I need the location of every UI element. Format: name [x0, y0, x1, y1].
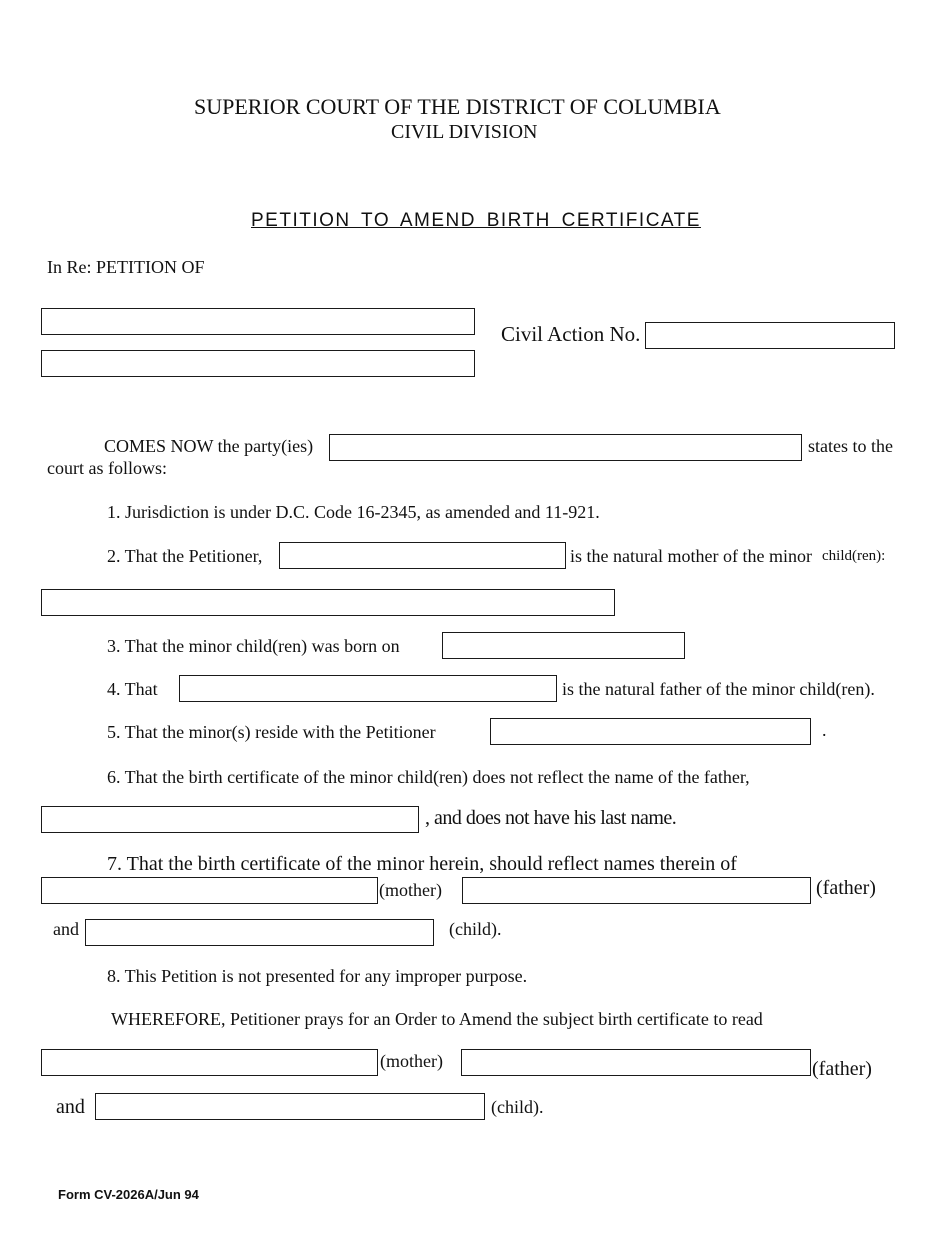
father-name-field[interactable] — [179, 675, 557, 702]
father-name-input-2[interactable] — [42, 807, 418, 832]
division-name: CIVIL DIVISION — [391, 121, 538, 143]
reflect-child-field[interactable] — [85, 919, 434, 946]
amend-child-label: (child). — [491, 1097, 544, 1117]
birth-date-field[interactable] — [442, 632, 685, 659]
father-name-field-2[interactable] — [41, 806, 419, 833]
paragraph-7: 7. That the birth certificate of the minor herein, should reflect names therein of — [107, 853, 737, 875]
father-name-input[interactable] — [180, 676, 556, 701]
amend-mother-field[interactable] — [41, 1049, 378, 1076]
amend-father-input[interactable] — [462, 1050, 810, 1075]
comes-now-text: COMES NOW the party(ies) — [104, 436, 314, 456]
amend-and-label: and — [56, 1096, 85, 1118]
reflect-child-input[interactable] — [86, 920, 433, 945]
reflect-father-input[interactable] — [463, 878, 810, 903]
reflect-mother-input[interactable] — [42, 878, 377, 903]
petitioner-mother-input[interactable] — [280, 543, 565, 568]
petitioner-name-field-2[interactable] — [41, 350, 475, 377]
paragraph-2-lead: 2. That the Petitioner, — [107, 546, 263, 566]
reflect-father-field[interactable] — [462, 877, 811, 904]
paragraph-2-children-label: child(ren): — [822, 548, 886, 564]
children-names-input[interactable] — [42, 590, 614, 615]
petitioner-mother-field[interactable] — [279, 542, 566, 569]
document-title: PETITION TO AMEND BIRTH CERTIFICATE — [251, 210, 701, 231]
form-identifier: Form CV-2026A/Jun 94 — [58, 1187, 199, 1202]
reflect-mother-label: (mother) — [379, 880, 442, 900]
residence-input[interactable] — [491, 719, 810, 744]
paragraph-4-lead: 4. That — [107, 679, 158, 699]
in-re-label: In Re: PETITION OF — [47, 257, 205, 277]
amend-mother-label: (mother) — [380, 1051, 443, 1071]
residence-field[interactable] — [490, 718, 811, 745]
paragraph-2-mother-text: is the natural mother of the minor — [570, 546, 812, 566]
reflect-and-label: and — [53, 919, 79, 939]
paragraph-6: 6. That the birth certificate of the minor child(ren) does not reflect the name of the father, — [107, 767, 750, 787]
wherefore-text: WHEREFORE, Petitioner prays for an Order to Amend the subject birth certificate to read — [111, 1009, 763, 1029]
petitioner-name-field-1[interactable] — [41, 308, 475, 335]
birth-date-input[interactable] — [443, 633, 684, 658]
parties-field[interactable] — [329, 434, 802, 461]
paragraph-5-period: . — [822, 720, 827, 740]
paragraph-6-end: , and does not have his last name. — [425, 807, 677, 829]
amend-father-field[interactable] — [461, 1049, 811, 1076]
children-names-field[interactable] — [41, 589, 615, 616]
paragraph-8: 8. This Petition is not presented for any improper purpose. — [107, 966, 528, 986]
reflect-child-label: (child). — [449, 919, 502, 939]
amend-child-input[interactable] — [96, 1094, 484, 1119]
parties-input[interactable] — [330, 435, 801, 460]
amend-mother-input[interactable] — [42, 1050, 377, 1075]
civil-action-number-input[interactable] — [646, 323, 894, 348]
court-follows-text: court as follows: — [47, 458, 167, 478]
states-to-text: states to the — [808, 436, 893, 456]
amend-father-label: (father) — [812, 1058, 872, 1080]
petitioner-name-input-1[interactable] — [42, 309, 474, 334]
petitioner-name-input-2[interactable] — [42, 351, 474, 376]
reflect-father-label: (father) — [816, 877, 876, 899]
paragraph-1: 1. Jurisdiction is under D.C. Code 16-2345, as amended and 11-921. — [107, 502, 600, 522]
civil-action-label: Civil Action No. — [501, 322, 641, 346]
civil-action-number-field[interactable] — [645, 322, 895, 349]
paragraph-5: 5. That the minor(s) reside with the Petitioner — [107, 722, 436, 742]
paragraph-4-text: is the natural father of the minor child(ren). — [562, 679, 875, 699]
court-name: SUPERIOR COURT OF THE DISTRICT OF COLUMBIA — [194, 94, 721, 119]
amend-child-field[interactable] — [95, 1093, 485, 1120]
paragraph-3: 3. That the minor child(ren) was born on — [107, 636, 400, 656]
reflect-mother-field[interactable] — [41, 877, 378, 904]
